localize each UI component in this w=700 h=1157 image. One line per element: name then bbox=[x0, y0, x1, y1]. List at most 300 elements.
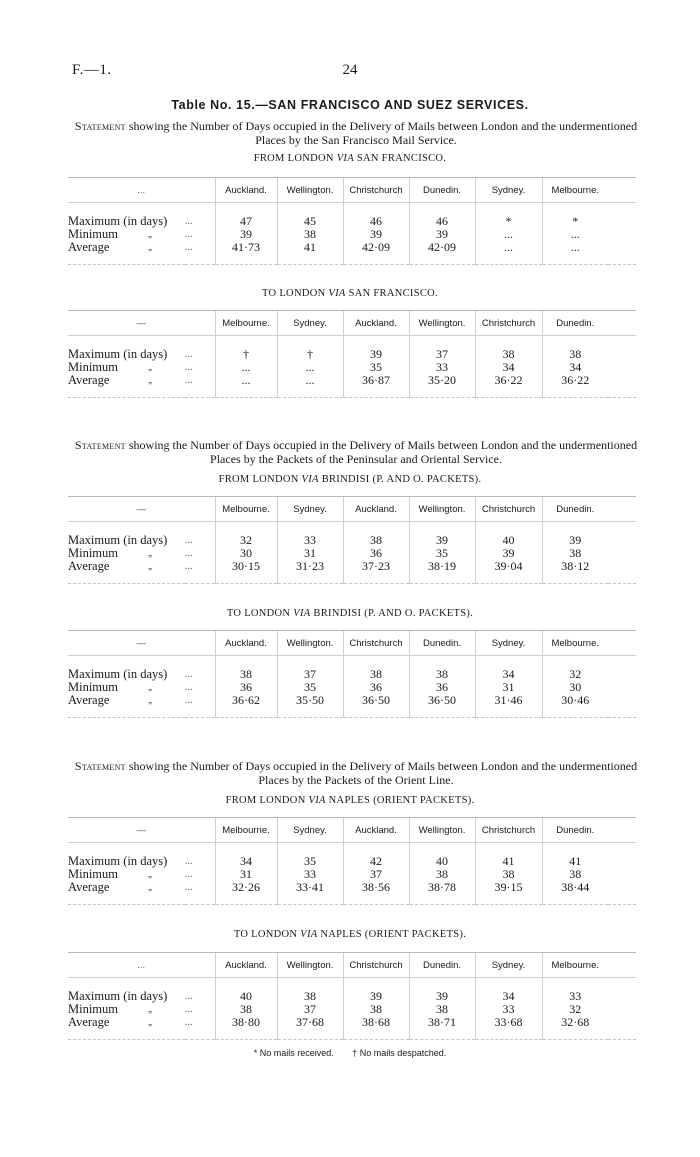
value-cell: ... bbox=[277, 361, 343, 374]
ditto-mark: „ bbox=[148, 695, 154, 705]
row-label-text: Average bbox=[68, 559, 110, 573]
value-cell: 38 bbox=[409, 868, 475, 881]
spacer-cell bbox=[608, 656, 636, 669]
leader-dots: ... bbox=[185, 869, 193, 880]
column-header: Christchurch bbox=[343, 953, 409, 978]
tail-cell bbox=[277, 254, 343, 265]
value-cell: 35 bbox=[277, 855, 343, 868]
stub-header: — bbox=[68, 497, 215, 522]
ditto-mark: „ bbox=[148, 375, 154, 385]
data-row-max bbox=[68, 534, 636, 547]
caption-post: BRINDISI (P. AND O. PACKETS). bbox=[318, 474, 482, 485]
value-cell: 46 bbox=[343, 215, 409, 228]
data-row-avg bbox=[68, 241, 636, 254]
tail-cell bbox=[409, 894, 475, 905]
value-cell: 36·87 bbox=[343, 374, 409, 387]
value-cell: 33 bbox=[277, 868, 343, 881]
delivery-days-table bbox=[68, 817, 636, 905]
edge-cell bbox=[608, 868, 636, 881]
spacer-cell bbox=[185, 522, 215, 535]
edge-cell bbox=[608, 348, 636, 361]
column-header: Dunedin. bbox=[542, 497, 608, 522]
tail-cell bbox=[215, 894, 277, 905]
spacer-cell bbox=[185, 656, 215, 669]
value-cell: 39 bbox=[409, 228, 475, 241]
statement-san-francisco bbox=[72, 119, 640, 147]
column-header: Sydney. bbox=[475, 953, 542, 978]
row-label-text: Average bbox=[68, 880, 110, 894]
leader-dots: ... bbox=[185, 349, 193, 360]
caption-pre: FROM LONDON bbox=[218, 474, 302, 485]
column-header: Auckland. bbox=[343, 311, 409, 336]
tail-cell bbox=[343, 707, 409, 718]
edge-cell bbox=[608, 631, 636, 656]
column-header: Sydney. bbox=[277, 311, 343, 336]
tail-row bbox=[68, 707, 636, 718]
tail-cell bbox=[542, 1029, 608, 1040]
edge-cell bbox=[608, 374, 636, 387]
edge-cell bbox=[608, 694, 636, 707]
row-label bbox=[68, 241, 185, 254]
edge-cell bbox=[608, 881, 636, 894]
column-header: Wellington. bbox=[277, 953, 343, 978]
edge-cell bbox=[608, 560, 636, 573]
statement-text: showing the Number of Days occupied in the Delivery of Mails between London and the undermentioned Places by the San Francisco Mail Service. bbox=[125, 119, 638, 147]
ditto-mark: „ bbox=[148, 362, 154, 372]
value-cell: 31·46 bbox=[475, 694, 542, 707]
tail-cell bbox=[343, 254, 409, 265]
delivery-days-table bbox=[68, 952, 636, 1040]
leader-dots: ... bbox=[185, 548, 193, 559]
tail-cell bbox=[409, 573, 475, 584]
value-cell: 38 bbox=[409, 668, 475, 681]
column-header: Melbourne. bbox=[542, 178, 608, 203]
tail-cell bbox=[409, 254, 475, 265]
delivery-days-table bbox=[68, 496, 636, 584]
value-cell: 42·09 bbox=[409, 241, 475, 254]
footnote-no-mails-received: * No mails received. bbox=[253, 1048, 334, 1058]
leader-dots: ... bbox=[185, 991, 193, 1002]
column-header: Melbourne. bbox=[542, 631, 608, 656]
row-label-text: Average bbox=[68, 1015, 110, 1029]
caption-post: SAN FRANCISCO. bbox=[345, 288, 438, 299]
row-label: Maximum (in days) bbox=[68, 533, 168, 547]
value-cell: 32·26 bbox=[215, 881, 277, 894]
tail-cell bbox=[277, 1029, 343, 1040]
edge-cell bbox=[608, 497, 636, 522]
value-cell: 30 bbox=[542, 681, 608, 694]
value-cell: 30·46 bbox=[542, 694, 608, 707]
value-cell: 42·09 bbox=[343, 241, 409, 254]
column-header: Wellington. bbox=[277, 631, 343, 656]
tail-cell bbox=[608, 894, 636, 905]
value-cell: 34 bbox=[475, 361, 542, 374]
caption-from-london-via-brindisi bbox=[0, 474, 700, 485]
value-cell: 32·68 bbox=[542, 1016, 608, 1029]
column-header: Sydney. bbox=[475, 178, 542, 203]
header-row bbox=[68, 497, 636, 522]
tail-row bbox=[68, 387, 636, 398]
value-cell: 34 bbox=[475, 990, 542, 1003]
edge-cell bbox=[608, 228, 636, 241]
caption-from-london-via-naples bbox=[0, 795, 700, 806]
value-cell: † bbox=[277, 348, 343, 361]
value-cell: ... bbox=[215, 361, 277, 374]
value-cell: 33 bbox=[277, 534, 343, 547]
statement-text: showing the Number of Days occupied in the Delivery of Mails between London and the undermentioned Places by the Packets of the Orient Line. bbox=[125, 759, 638, 787]
spacer-cell bbox=[185, 203, 215, 216]
spacer-cell bbox=[608, 203, 636, 216]
leader-dots: ... bbox=[185, 216, 193, 227]
tail-cell bbox=[475, 573, 542, 584]
data-row-avg bbox=[68, 560, 636, 573]
tail-row bbox=[68, 894, 636, 905]
header-row bbox=[68, 178, 636, 203]
caption-via: VIA bbox=[301, 474, 319, 485]
column-header: Melbourne. bbox=[542, 953, 608, 978]
value-cell: 38 bbox=[542, 348, 608, 361]
value-cell: 40 bbox=[409, 855, 475, 868]
value-cell: 35·50 bbox=[277, 694, 343, 707]
value-cell: 37 bbox=[343, 868, 409, 881]
tail-row bbox=[68, 254, 636, 265]
statement-lead: Statement bbox=[74, 438, 126, 452]
statement-orient-line bbox=[72, 759, 640, 787]
tail-cell bbox=[542, 707, 608, 718]
column-header: Auckland. bbox=[343, 497, 409, 522]
value-cell: 38 bbox=[215, 668, 277, 681]
caption-pre: FROM LONDON bbox=[225, 795, 309, 806]
column-header: Dunedin. bbox=[542, 818, 608, 843]
data-row-avg bbox=[68, 374, 636, 387]
tail-cell bbox=[475, 387, 542, 398]
value-cell: 38·12 bbox=[542, 560, 608, 573]
value-cell: 45 bbox=[277, 215, 343, 228]
page-reference: F.—1. bbox=[72, 62, 112, 78]
column-header: Dunedin. bbox=[409, 953, 475, 978]
tail-cell bbox=[409, 1029, 475, 1040]
value-cell: 39 bbox=[409, 534, 475, 547]
tail-cell bbox=[185, 707, 215, 718]
stub-header: — bbox=[68, 631, 215, 656]
value-cell: 46 bbox=[409, 215, 475, 228]
tail-cell bbox=[68, 1029, 185, 1040]
value-cell: 30·15 bbox=[215, 560, 277, 573]
row-label bbox=[68, 1016, 185, 1029]
value-cell: 31 bbox=[475, 681, 542, 694]
edge-cell bbox=[608, 311, 636, 336]
column-header: Christchurch bbox=[475, 311, 542, 336]
value-cell: 36 bbox=[343, 681, 409, 694]
caption-to-london-via-naples bbox=[0, 929, 700, 940]
value-cell: 38 bbox=[343, 1003, 409, 1016]
row-label: Maximum (in days) bbox=[68, 989, 168, 1003]
caption-from-london-via-san-francisco bbox=[0, 153, 700, 164]
tail-cell bbox=[475, 1029, 542, 1040]
tail-cell bbox=[185, 1029, 215, 1040]
tail-cell bbox=[215, 707, 277, 718]
value-cell: 34 bbox=[542, 361, 608, 374]
caption-post: BRINDISI (P. AND O. PACKETS). bbox=[310, 608, 474, 619]
caption-pre: FROM LONDON bbox=[253, 153, 337, 164]
tail-cell bbox=[475, 254, 542, 265]
column-header: Christchurch bbox=[475, 497, 542, 522]
value-cell: 37·23 bbox=[343, 560, 409, 573]
column-header: Christchurch bbox=[343, 178, 409, 203]
tail-cell bbox=[542, 573, 608, 584]
value-cell: 39·04 bbox=[475, 560, 542, 573]
tail-cell bbox=[277, 707, 343, 718]
tail-cell bbox=[343, 573, 409, 584]
leader-dots: ... bbox=[185, 375, 193, 386]
value-cell: 41 bbox=[542, 855, 608, 868]
value-cell: 38 bbox=[542, 868, 608, 881]
value-cell: 38·71 bbox=[409, 1016, 475, 1029]
edge-cell bbox=[608, 953, 636, 978]
tail-cell bbox=[277, 573, 343, 584]
statement-text: showing the Number of Days occupied in the Delivery of Mails between London and the undermentioned Places by the Packets of the Peninsular and Oriental Service. bbox=[125, 438, 638, 466]
value-cell: 32 bbox=[542, 668, 608, 681]
value-cell: 39 bbox=[215, 228, 277, 241]
caption-pre: TO LONDON bbox=[226, 608, 294, 619]
edge-cell bbox=[608, 534, 636, 547]
value-cell: 37 bbox=[409, 348, 475, 361]
edge-cell bbox=[608, 215, 636, 228]
tail-cell bbox=[215, 254, 277, 265]
value-cell: 33·41 bbox=[277, 881, 343, 894]
edge-cell bbox=[608, 547, 636, 560]
value-cell: 42 bbox=[343, 855, 409, 868]
stub-header: ... bbox=[68, 178, 215, 203]
tail-cell bbox=[608, 1029, 636, 1040]
data-row-min bbox=[68, 547, 636, 560]
caption-to-london-via-san-francisco bbox=[0, 288, 700, 299]
column-header: Christchurch bbox=[343, 631, 409, 656]
delivery-days-table bbox=[68, 630, 636, 718]
value-cell: * bbox=[542, 215, 608, 228]
value-cell: 36 bbox=[215, 681, 277, 694]
data-row-min bbox=[68, 361, 636, 374]
row-label-text: Minimum bbox=[68, 1002, 119, 1016]
data-row-max bbox=[68, 855, 636, 868]
row-label: Maximum (in days) bbox=[68, 214, 168, 228]
ditto-mark: „ bbox=[148, 1004, 154, 1014]
leader-dots: ... bbox=[185, 535, 193, 546]
edge-cell bbox=[608, 1003, 636, 1016]
column-header: Sydney. bbox=[475, 631, 542, 656]
value-cell: 37·68 bbox=[277, 1016, 343, 1029]
caption-via: VIA bbox=[336, 153, 354, 164]
footnotes bbox=[0, 1048, 700, 1058]
value-cell: ... bbox=[277, 374, 343, 387]
column-header: Melbourne. bbox=[215, 311, 277, 336]
tail-cell bbox=[215, 573, 277, 584]
value-cell: 35·20 bbox=[409, 374, 475, 387]
value-cell: 38 bbox=[343, 668, 409, 681]
value-cell: 41·73 bbox=[215, 241, 277, 254]
column-header: Auckland. bbox=[215, 631, 277, 656]
tail-cell bbox=[68, 387, 185, 398]
row-label-text: Minimum bbox=[68, 360, 119, 374]
column-header: Wellington. bbox=[409, 818, 475, 843]
leader-dots: ... bbox=[185, 229, 193, 240]
row-label-text: Average bbox=[68, 240, 110, 254]
leader-dots: ... bbox=[185, 1017, 193, 1028]
value-cell: 38·19 bbox=[409, 560, 475, 573]
tail-cell bbox=[608, 387, 636, 398]
column-header: Auckland. bbox=[215, 178, 277, 203]
row-label-text: Minimum bbox=[68, 227, 119, 241]
tail-cell bbox=[608, 573, 636, 584]
column-header: Auckland. bbox=[343, 818, 409, 843]
row-label-text: Average bbox=[68, 373, 110, 387]
ditto-mark: „ bbox=[148, 242, 154, 252]
tail-row bbox=[68, 1029, 636, 1040]
value-cell: 37 bbox=[277, 1003, 343, 1016]
column-header: Dunedin. bbox=[409, 178, 475, 203]
value-cell: 32 bbox=[542, 1003, 608, 1016]
caption-pre: TO LONDON bbox=[233, 929, 301, 940]
value-cell: 39·15 bbox=[475, 881, 542, 894]
tail-cell bbox=[343, 387, 409, 398]
tail-cell bbox=[475, 707, 542, 718]
edge-cell bbox=[608, 1016, 636, 1029]
value-cell: † bbox=[215, 348, 277, 361]
value-cell: 38 bbox=[475, 868, 542, 881]
leader-dots: ... bbox=[185, 242, 193, 253]
value-cell: 38 bbox=[215, 1003, 277, 1016]
column-header: Melbourne. bbox=[215, 497, 277, 522]
header-row bbox=[68, 311, 636, 336]
column-header: Auckland. bbox=[215, 953, 277, 978]
leader-dots: ... bbox=[185, 682, 193, 693]
data-row-avg bbox=[68, 1016, 636, 1029]
value-cell: 38 bbox=[409, 1003, 475, 1016]
data-row-min bbox=[68, 228, 636, 241]
footnote-no-mails-despatched: † No mails despatched. bbox=[352, 1048, 447, 1058]
value-cell: 36·50 bbox=[343, 694, 409, 707]
ditto-mark: „ bbox=[148, 682, 154, 692]
value-cell: 36 bbox=[343, 547, 409, 560]
row-label-text: Minimum bbox=[68, 680, 119, 694]
tail-cell bbox=[409, 707, 475, 718]
value-cell: ... bbox=[475, 241, 542, 254]
leader-dots: ... bbox=[185, 1004, 193, 1015]
column-header: Sydney. bbox=[277, 818, 343, 843]
value-cell: 32 bbox=[215, 534, 277, 547]
column-header: Dunedin. bbox=[542, 311, 608, 336]
value-cell: 33 bbox=[475, 1003, 542, 1016]
stub-header: ... bbox=[68, 953, 215, 978]
value-cell: 38 bbox=[277, 228, 343, 241]
value-cell: 39 bbox=[343, 348, 409, 361]
column-header: Melbourne. bbox=[215, 818, 277, 843]
caption-pre: TO LONDON bbox=[262, 288, 329, 299]
value-cell: 38 bbox=[277, 990, 343, 1003]
data-row-max bbox=[68, 215, 636, 228]
data-row-max bbox=[68, 990, 636, 1003]
row-label: Maximum (in days) bbox=[68, 347, 168, 361]
edge-cell bbox=[608, 855, 636, 868]
value-cell: 38·80 bbox=[215, 1016, 277, 1029]
value-cell: 31 bbox=[277, 547, 343, 560]
tail-cell bbox=[608, 254, 636, 265]
column-header: Christchurch bbox=[475, 818, 542, 843]
value-cell: 35 bbox=[277, 681, 343, 694]
row-label: Maximum (in days) bbox=[68, 854, 168, 868]
caption-post: SAN FRANCISCO. bbox=[353, 153, 447, 164]
value-cell: ... bbox=[475, 228, 542, 241]
table-title: Table No. 15.—SAN FRANCISCO AND SUEZ SERVICES. bbox=[171, 98, 529, 112]
page-number: 24 bbox=[342, 62, 358, 78]
data-row-min bbox=[68, 868, 636, 881]
ditto-mark: „ bbox=[148, 548, 154, 558]
value-cell: 35 bbox=[343, 361, 409, 374]
header-row bbox=[68, 631, 636, 656]
value-cell: 39 bbox=[343, 990, 409, 1003]
tail-cell bbox=[343, 1029, 409, 1040]
statement-peninsular-oriental bbox=[72, 438, 640, 466]
value-cell: 40 bbox=[475, 534, 542, 547]
value-cell: 38·78 bbox=[409, 881, 475, 894]
data-row-avg bbox=[68, 881, 636, 894]
value-cell: 36 bbox=[409, 681, 475, 694]
stub-header: — bbox=[68, 311, 215, 336]
row-label: Maximum (in days) bbox=[68, 667, 168, 681]
value-cell: 37 bbox=[277, 668, 343, 681]
data-row-max bbox=[68, 668, 636, 681]
value-cell: ... bbox=[542, 241, 608, 254]
tail-cell bbox=[185, 387, 215, 398]
value-cell: 36·22 bbox=[542, 374, 608, 387]
value-cell: 36·22 bbox=[475, 374, 542, 387]
header-row bbox=[68, 818, 636, 843]
tail-cell bbox=[185, 894, 215, 905]
value-cell: ... bbox=[215, 374, 277, 387]
caption-via: VIA bbox=[293, 608, 311, 619]
column-header: Wellington. bbox=[409, 311, 475, 336]
tail-cell bbox=[185, 254, 215, 265]
value-cell: 39 bbox=[409, 990, 475, 1003]
spacer-cell bbox=[185, 336, 215, 349]
data-row-avg bbox=[68, 694, 636, 707]
value-cell: 38·44 bbox=[542, 881, 608, 894]
ditto-mark: „ bbox=[148, 561, 154, 571]
delivery-days-table bbox=[68, 310, 636, 398]
value-cell: 38·68 bbox=[343, 1016, 409, 1029]
ditto-mark: „ bbox=[148, 1017, 154, 1027]
spacer-cell bbox=[185, 843, 215, 856]
value-cell: 34 bbox=[215, 855, 277, 868]
spacer-cell bbox=[185, 978, 215, 991]
value-cell: 30 bbox=[215, 547, 277, 560]
tail-cell bbox=[215, 387, 277, 398]
value-cell: 33·68 bbox=[475, 1016, 542, 1029]
value-cell: 33 bbox=[409, 361, 475, 374]
ditto-mark: „ bbox=[148, 229, 154, 239]
stub-header: — bbox=[68, 818, 215, 843]
caption-via: VIA bbox=[300, 929, 318, 940]
edge-cell bbox=[608, 681, 636, 694]
edge-cell bbox=[608, 178, 636, 203]
spacer-cell bbox=[608, 522, 636, 535]
value-cell: 39 bbox=[343, 228, 409, 241]
ditto-mark: „ bbox=[148, 869, 154, 879]
spacer-cell bbox=[608, 978, 636, 991]
statement-lead: Statement bbox=[74, 759, 126, 773]
value-cell: 41 bbox=[277, 241, 343, 254]
edge-cell bbox=[608, 668, 636, 681]
